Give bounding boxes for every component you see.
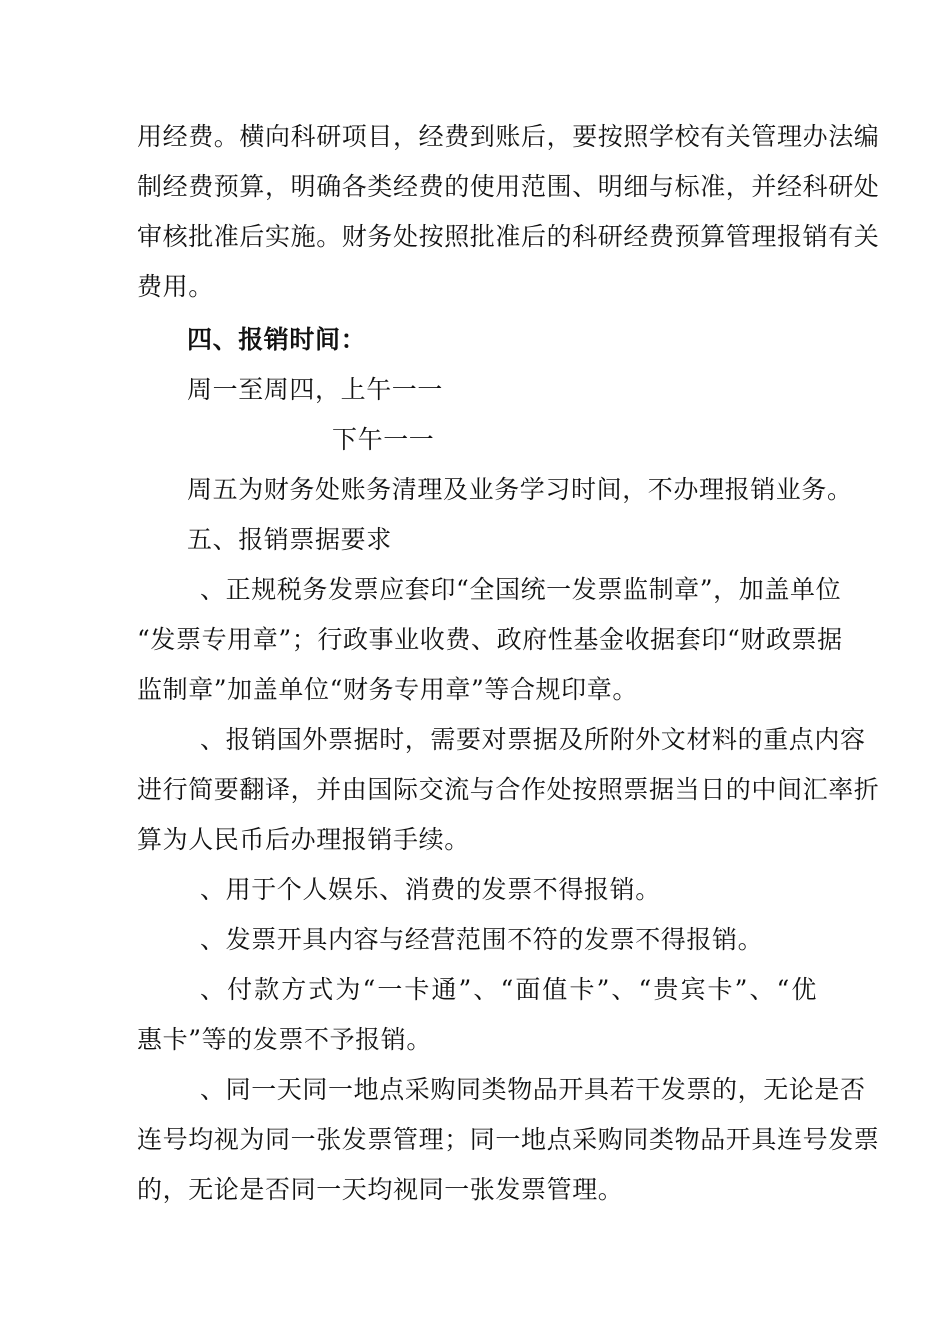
paragraph-line: 审核批准后实施。财务处按照批准后的科研经费预算管理报销有关 (137, 222, 880, 251)
paragraph-line: 用经费。横向科研项目，经费到账后，要按照学校有关管理办法编 (137, 122, 880, 151)
item-2-line: 、报销国外票据时，需要对票据及所附外文材料的重点内容 (200, 725, 866, 754)
item-2-line: 进行简要翻译，并由国际交流与合作处按照票据当日的中间汇率折 (137, 775, 880, 804)
item-1-line: 、正规税务发票应套印“全国统一发票监制章”，加盖单位 (200, 575, 842, 604)
item-4-line: 、发票开具内容与经营范围不符的发票不得报销。 (200, 925, 764, 954)
item-2-line: 算为人民币后办理报销手续。 (137, 825, 470, 854)
item-1-line: 监制章”加盖单位“财务专用章”等合规印章。 (137, 675, 638, 704)
schedule-morning-line: 周一至周四，上午一一 (187, 375, 444, 404)
schedule-afternoon-line: 下午一一 (332, 425, 435, 454)
item-6-line: 连号均视为同一张发票管理；同一地点采购同类物品开具连号发票 (137, 1125, 880, 1154)
item-1-line: “发票专用章”；行政事业收费、政府性基金收据套印“财政票据 (137, 625, 843, 654)
item-5-line: 惠卡”等的发票不予报销。 (137, 1025, 432, 1054)
section-heading-reimbursement-time: 四、报销时间： (187, 325, 367, 354)
paragraph-line: 制经费预算，明确各类经费的使用范围、明细与标准，并经科研处 (137, 172, 880, 201)
friday-note: 周五为财务处账务清理及业务学习时间，不办理报销业务。 (187, 475, 853, 504)
item-6-line: 的，无论是否同一天均视同一张发票管理。 (137, 1175, 624, 1204)
item-6-line: 、同一天同一地点采购同类物品开具若干发票的，无论是否 (200, 1075, 866, 1104)
paragraph-line: 费用。 (137, 272, 214, 301)
section-heading-receipt-requirements: 五、报销票据要求 (187, 525, 392, 554)
item-5-line: 、付款方式为“一卡通”、“面值卡”、“贵宾卡”、“优 (200, 975, 817, 1004)
item-3-line: 、用于个人娱乐、消费的发票不得报销。 (200, 875, 661, 904)
